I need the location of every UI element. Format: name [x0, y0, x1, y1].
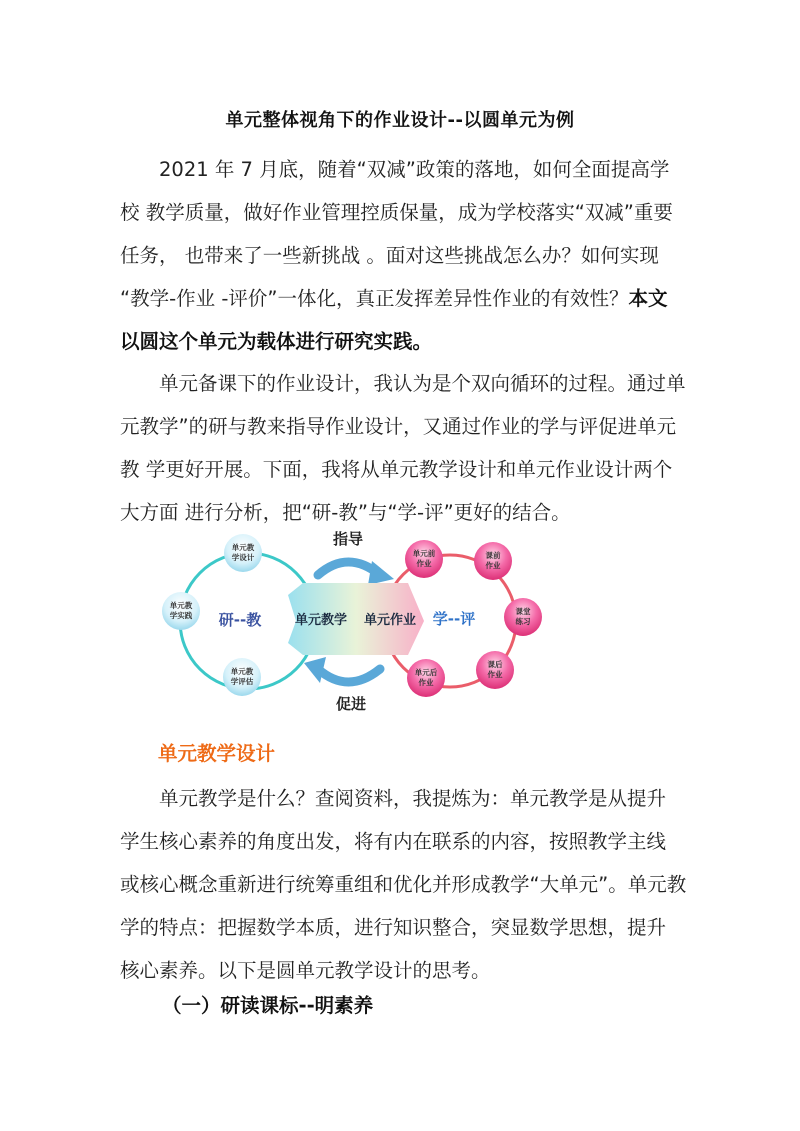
right-node-post-unit-l2: 作业	[418, 678, 434, 687]
left-node-evaluate	[223, 658, 261, 696]
right-node-classroom-l2: 练习	[515, 617, 531, 626]
unit-teaching-paragraph	[120, 777, 695, 992]
right-loop-label: 学--评	[432, 610, 476, 628]
right-node-post-unit	[407, 659, 445, 697]
intro-line-1: 2021 年 7 月底，随着“双减”政策的落地，如何全面提高学	[159, 158, 670, 181]
left-node-practice-l1: 单元教	[169, 601, 193, 610]
para3-line-2: 学生核心素养的角度出发，将有内在联系的内容，按照教学主线	[120, 830, 667, 853]
right-node-pre-unit-l1: 单元前	[412, 549, 436, 558]
right-node-pre-class-l1: 课前	[485, 551, 501, 560]
promote-arrow-head	[304, 657, 326, 683]
unit-design-paragraph	[120, 362, 695, 534]
document-title: 单元整体视角下的作业设计--以圆单元为例	[225, 110, 575, 131]
right-node-post-unit-l1: 单元后	[414, 668, 438, 677]
right-node-pre-unit-l2: 作业	[416, 559, 432, 568]
left-node-design	[224, 534, 262, 572]
para2-line-3: 教 学更好开展。下面，我将从单元教学设计和单元作业设计两个	[120, 458, 673, 481]
right-node-after-class	[476, 651, 514, 689]
right-node-classroom-l1: 课堂	[515, 607, 531, 616]
para3-line-3: 或核心概念重新进行统筹重组和优化并形成教学“大单元”。单元教	[120, 873, 687, 896]
para2-line-1: 单元备课下的作业设计，我认为是个双向循环的过程。通过单	[159, 372, 686, 395]
para2-line-2: 元教学”的研与教来指导作业设计，又通过作业的学与评促进单元	[120, 415, 677, 438]
intro-line-2: 校 教学质量，做好作业管理控质保量，成为学校落实“双减”重要	[120, 201, 673, 224]
right-node-after-class-l1: 课后	[487, 660, 503, 669]
left-node-evaluate-l1: 单元教	[230, 667, 254, 676]
center-right-label: 单元作业	[363, 613, 417, 628]
para3-line-1: 单元教学是什么？查阅资料，我提炼为：单元教学是从提升	[159, 787, 667, 810]
subsection-title-curriculum: （一）研读课标--明素养	[162, 994, 374, 1017]
guide-arrow-head	[368, 561, 394, 585]
right-node-classroom	[504, 598, 542, 636]
intro-bold-line: 以圆这个单元为载体进行研究实践。	[120, 330, 433, 353]
para3-line-5: 核心素养。以下是圆单元教学设计的思考。	[120, 959, 491, 982]
left-node-practice	[162, 592, 200, 630]
right-node-pre-class	[474, 542, 512, 580]
left-node-design-l2: 学设计	[231, 553, 255, 562]
intro-paragraph	[120, 148, 695, 363]
para2-line-4: 大方面 进行分析，把“研-教”与“学-评”更好的结合。	[120, 501, 571, 524]
right-node-pre-class-l2: 作业	[485, 561, 501, 570]
guide-arrow-label: 指导	[332, 530, 364, 548]
right-node-after-class-l2: 作业	[487, 670, 503, 679]
section-title-unit-teaching: 单元教学设计	[158, 742, 276, 765]
left-loop-label: 研--教	[218, 611, 262, 629]
left-node-practice-l2: 学实践	[169, 611, 193, 620]
intro-bold-tail: 本文	[628, 287, 668, 310]
promote-arrow-label: 促进	[335, 695, 367, 713]
cycle-diagram-svg	[158, 527, 548, 717]
para3-line-4: 学的特点：把握数学本质，进行知识整合，突显数学思想，提升	[120, 916, 667, 939]
left-node-evaluate-l2: 学评估	[230, 677, 254, 686]
right-node-pre-unit	[405, 540, 443, 578]
intro-line-3: 任务， 也带来了一些新挑战 。面对这些挑战怎么办？如何实现	[120, 244, 659, 267]
center-left-label: 单元教学	[294, 613, 348, 628]
cycle-diagram	[158, 527, 548, 717]
left-node-design-l1: 单元教	[231, 543, 255, 552]
intro-line-4	[120, 277, 695, 320]
intro-line-4-text: “教学-作业 -评价”一体化，真正发挥差异性作业的有效性？	[120, 287, 629, 310]
promote-arrow-shaft	[318, 669, 380, 682]
